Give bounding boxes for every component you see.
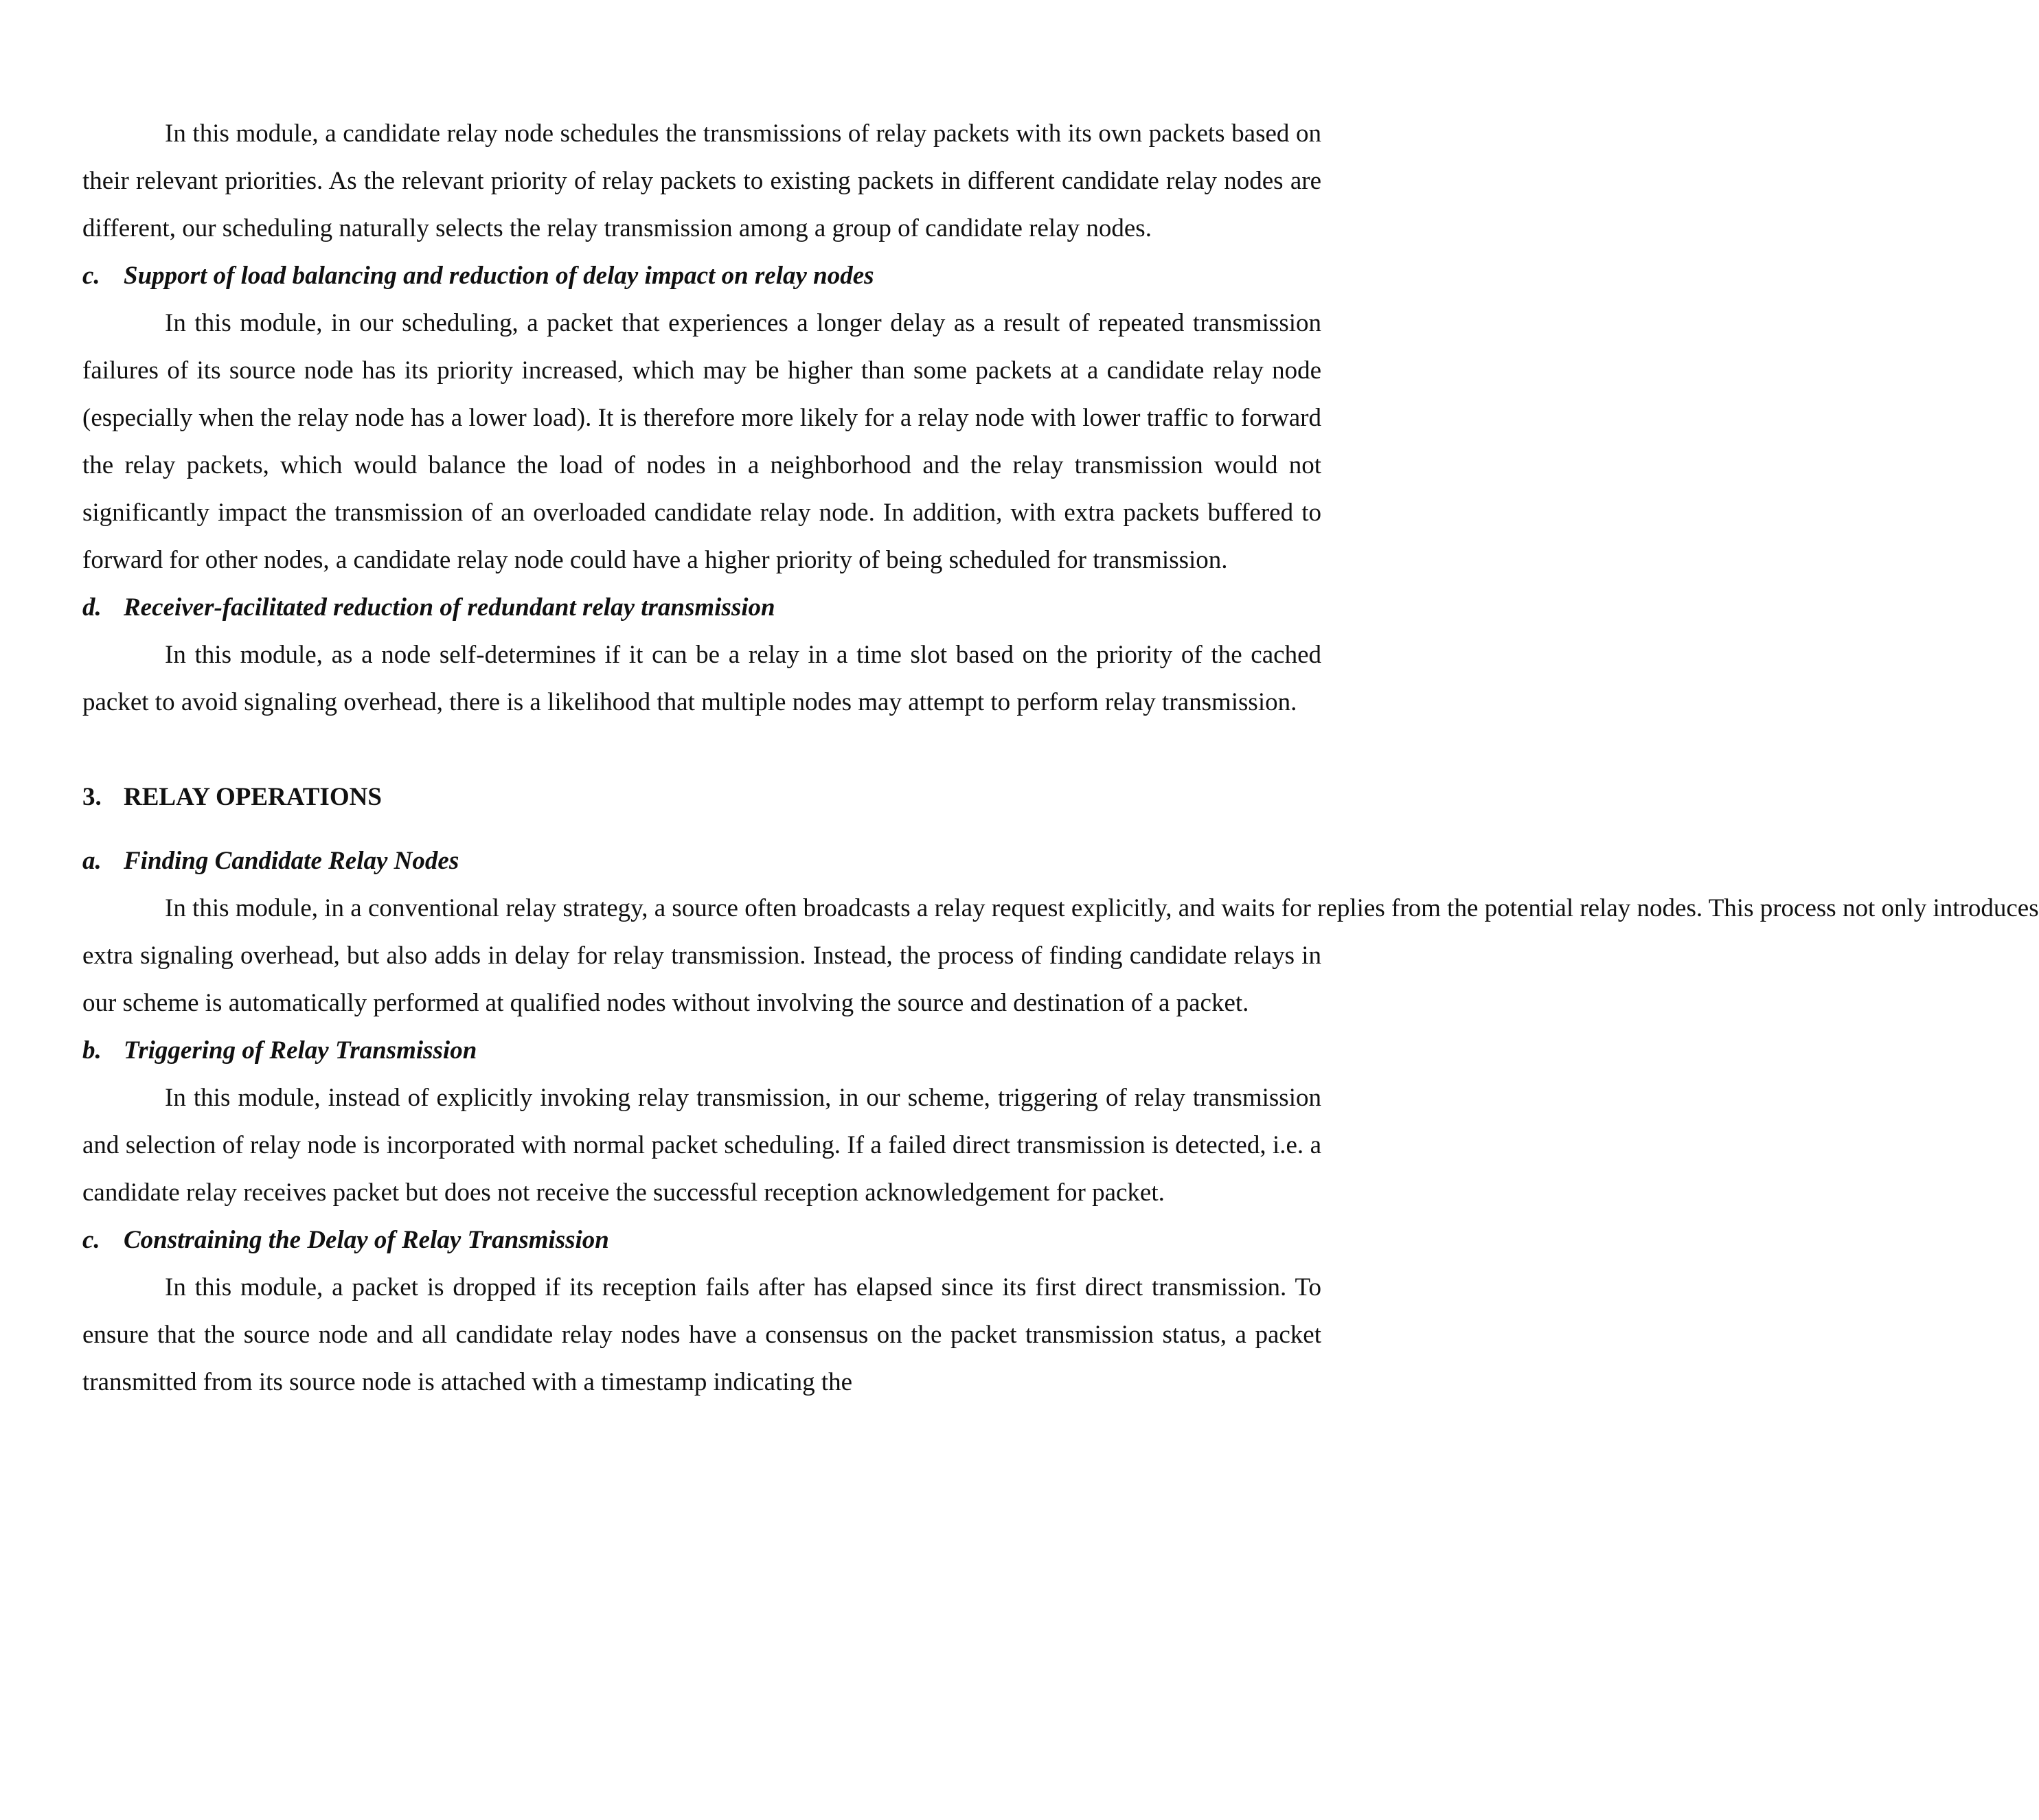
subheading-letter: d. (82, 593, 102, 622)
paragraph-finding-candidates-first: In this module, in a conventional relay strategy, a source often broadcasts a relay request explicitly, and waits for replies from the potential relay nodes. This process not only introduces (165, 894, 2039, 922)
subheading-letter: b. (82, 1036, 102, 1065)
paragraph-finding-candidates-second: extra signaling overhead, but also adds in delay for relay transmission. Instead, the process of finding candidate relays in our scheme is automatically performed at qualified nodes without involving the source and destination of a packet. (82, 942, 1321, 1017)
subheading-text: Constraining the Delay of Relay Transmission (124, 1226, 609, 1254)
subheading-finding-candidates (82, 837, 1321, 885)
subheading-text: Triggering of Relay Transmission (124, 1036, 477, 1065)
document-page (82, 110, 2039, 1406)
paragraph-redundant-relay: In this module, as a node self-determines if it can be a relay in a time slot based on the priority of the cached packet to avoid signaling overhead, there is a likelihood that multiple nodes may attempt to perform relay transmission. (82, 641, 1321, 716)
subheading-letter: c. (82, 262, 100, 290)
subheading-text: Receiver-facilitated reduction of redundant relay transmission (124, 593, 775, 622)
subheading-text: Support of load balancing and reduction of delay impact on relay nodes (124, 262, 874, 290)
subheading-load-balancing (82, 252, 1321, 299)
section-number: 3. (82, 783, 102, 811)
section-title: RELAY OPERATIONS (124, 783, 382, 811)
section-heading-relay-operations (82, 773, 1321, 821)
paragraph-load-balancing: In this module, in our scheduling, a packet that experiences a longer delay as a result of repeated transmission failures of its source node has its priority increased, which may be higher than some packets at a candidate relay node (especially when the relay node has a lower load). It is therefore more likely for a relay node with lower traffic to forward the relay packets, which would balance the load of nodes in a neighborhood and the relay transmission would not significantly impact the transmission of an overloaded candidate relay node. In addition, with extra packets buffered to forward for other nodes, a candidate relay node could have a higher priority of being scheduled for transmission. (82, 309, 1321, 574)
subheading-text: Finding Candidate Relay Nodes (124, 847, 459, 875)
subheading-letter: a. (82, 847, 102, 875)
subheading-triggering (82, 1027, 1321, 1074)
paragraph-constraining-delay: In this module, a packet is dropped if its reception fails after has elapsed since its first direct transmission. To ensure that the source node and all candidate relay nodes have a consensus on the packet transmission status, a packet transmitted from its source node is attached with a timestamp indicating the (82, 1273, 1321, 1396)
paragraph-candidate-relay-scheduling: In this module, a candidate relay node schedules the transmissions of relay packets with its own packets based on their relevant priorities. As the relevant priority of relay packets to existing packets in different candidate relay nodes are different, our scheduling naturally selects the relay transmission among a group of candidate relay nodes. (82, 120, 1321, 242)
subheading-letter: c. (82, 1226, 100, 1254)
subheading-constraining-delay (82, 1216, 1321, 1264)
paragraph-triggering: In this module, instead of explicitly invoking relay transmission, in our scheme, triggering of relay transmission and selection of relay node is incorporated with normal packet scheduling. If a failed direct transmission is detected, i.e. a candidate relay receives packet but does not receive the successful reception acknowledgement for packet. (82, 1084, 1321, 1207)
subheading-redundant-relay (82, 584, 1321, 631)
